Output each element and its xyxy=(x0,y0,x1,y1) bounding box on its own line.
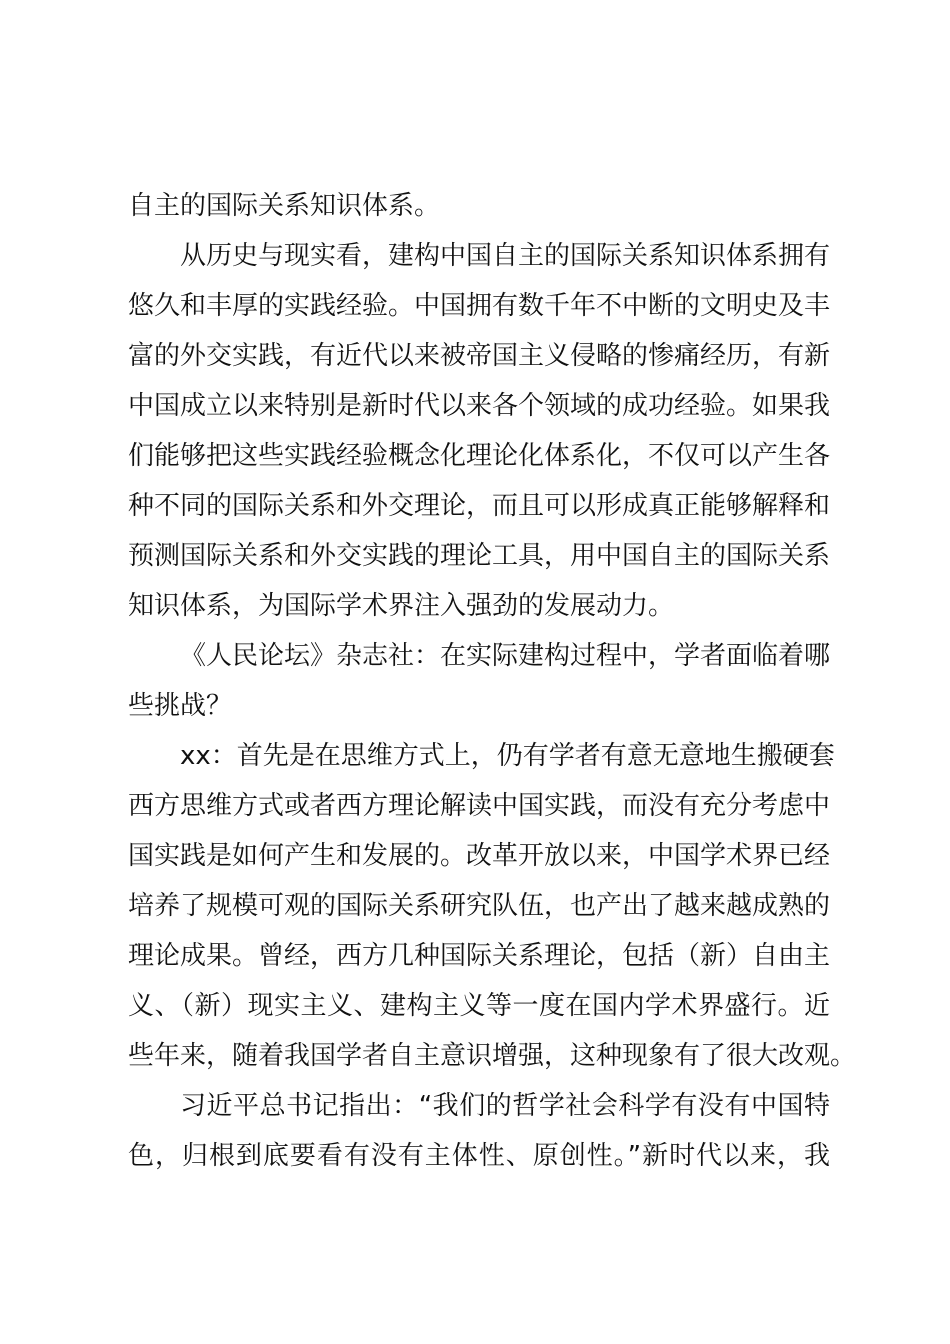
text-line: 中国成立以来特别是新时代以来各个领域的成功经验。如果我 xyxy=(128,391,831,421)
paragraph-first-line: 习近平总书记指出：“我们的哲学社会科学有没有中国特 xyxy=(180,1091,830,1121)
text-line: 们能够把这些实践经验概念化理论化体系化，不仅可以产生各 xyxy=(128,441,831,471)
text-line: 些年来，随着我国学者自主意识增强，这种现象有了很大改观。 xyxy=(128,1041,857,1071)
text-line: 种不同的国际关系和外交理论，而且可以形成真正能够解释和 xyxy=(128,491,831,521)
text-line: 知识体系，为国际学术界注入强劲的发展动力。 xyxy=(128,591,675,621)
text-line: 色，归根到底要看有没有主体性、原创性。”新时代以来，我 xyxy=(128,1141,830,1171)
question-line: 《人民论坛》杂志社：在实际建构过程中，学者面临着哪 xyxy=(180,641,831,671)
text-line: 富的外交实践，有近代以来被帝国主义侵略的惨痛经历，有新 xyxy=(128,341,831,371)
text-line: 预测国际关系和外交实践的理论工具，用中国自主的国际关系 xyxy=(128,541,831,571)
paragraph-first-line: 从历史与现实看，建构中国自主的国际关系知识体系拥有 xyxy=(180,241,831,271)
text-line: 国实践是如何产生和发展的。改革开放以来，中国学术界已经 xyxy=(128,841,831,871)
text-line: 培养了规模可观的国际关系研究队伍，也产出了越来越成熟的 xyxy=(128,891,831,921)
answer-first-line: xx：首先是在思维方式上，仍有学者有意无意地生搬硬套 xyxy=(180,741,835,771)
text-line: 理论成果。曾经，西方几种国际关系理论，包括（新）自由主 xyxy=(128,941,831,971)
text-line: 西方思维方式或者西方理论解读中国实践，而没有充分考虑中 xyxy=(128,791,831,821)
text-line: 悠久和丰厚的实践经验。中国拥有数千年不中断的文明史及丰 xyxy=(128,291,831,321)
question-line: 些挑战？ xyxy=(128,691,233,721)
text-line: 自主的国际关系知识体系。 xyxy=(128,191,441,221)
text-line: 义、（新）现实主义、建构主义等一度在国内学术界盛行。近 xyxy=(128,991,830,1021)
